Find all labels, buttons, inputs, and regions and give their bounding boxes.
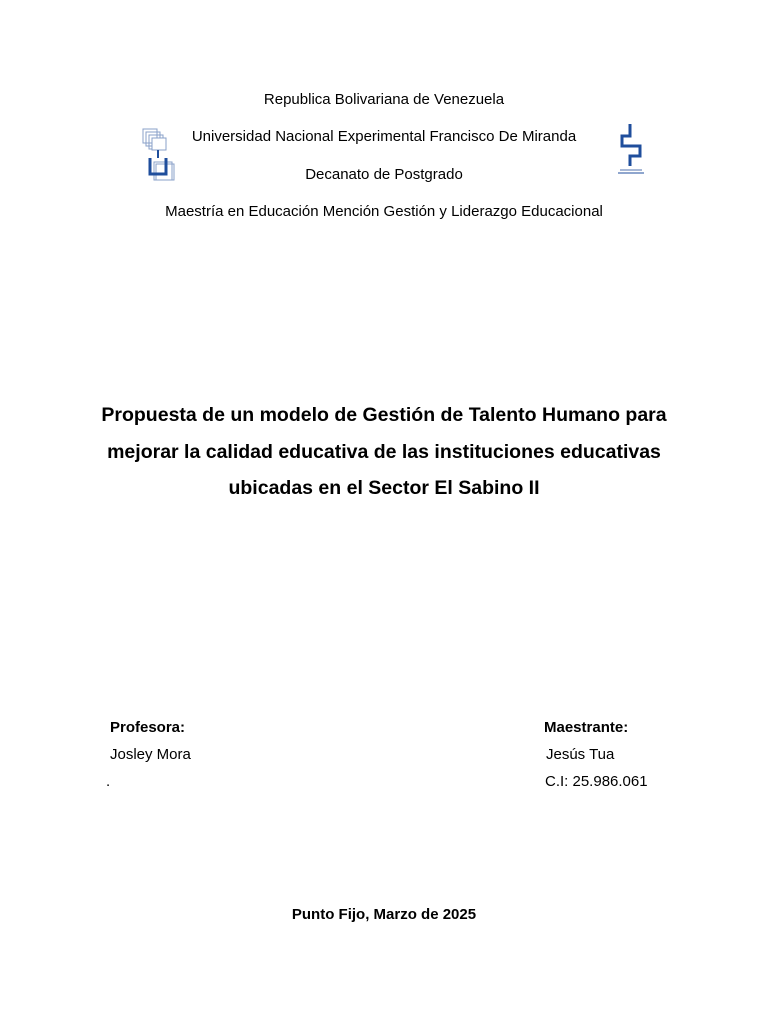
- header-program: Maestría en Educación Mención Gestión y Liderazgo Educacional: [165, 203, 603, 220]
- maestrante-label: Maestrante:: [544, 719, 629, 736]
- header-country: Republica Bolivariana de Venezuela: [263, 91, 505, 108]
- maestrante-ci: C.I: 25.986.061: [545, 773, 648, 790]
- postgrado-logo-icon: [612, 122, 650, 176]
- profesora-name: Josley Mora: [110, 746, 191, 763]
- maestrante-name: Jesús Tua: [546, 746, 615, 763]
- header-deanery: Decanato de Postgrado: [305, 166, 463, 183]
- university-logo-icon: [140, 126, 176, 182]
- profesora-extra: .: [106, 773, 111, 790]
- place-date: Punto Fijo, Marzo de 2025: [291, 906, 477, 923]
- profesora-label: Profesora:: [110, 719, 186, 736]
- header-university: Universidad Nacional Experimental Francisco De Miranda: [191, 128, 577, 145]
- document-title: Propuesta de un modelo de Gestión de Talento Humano para mejorar la calidad educativa de las instituciones educativas ubicadas en el Sector El Sabino II: [101, 404, 667, 499]
